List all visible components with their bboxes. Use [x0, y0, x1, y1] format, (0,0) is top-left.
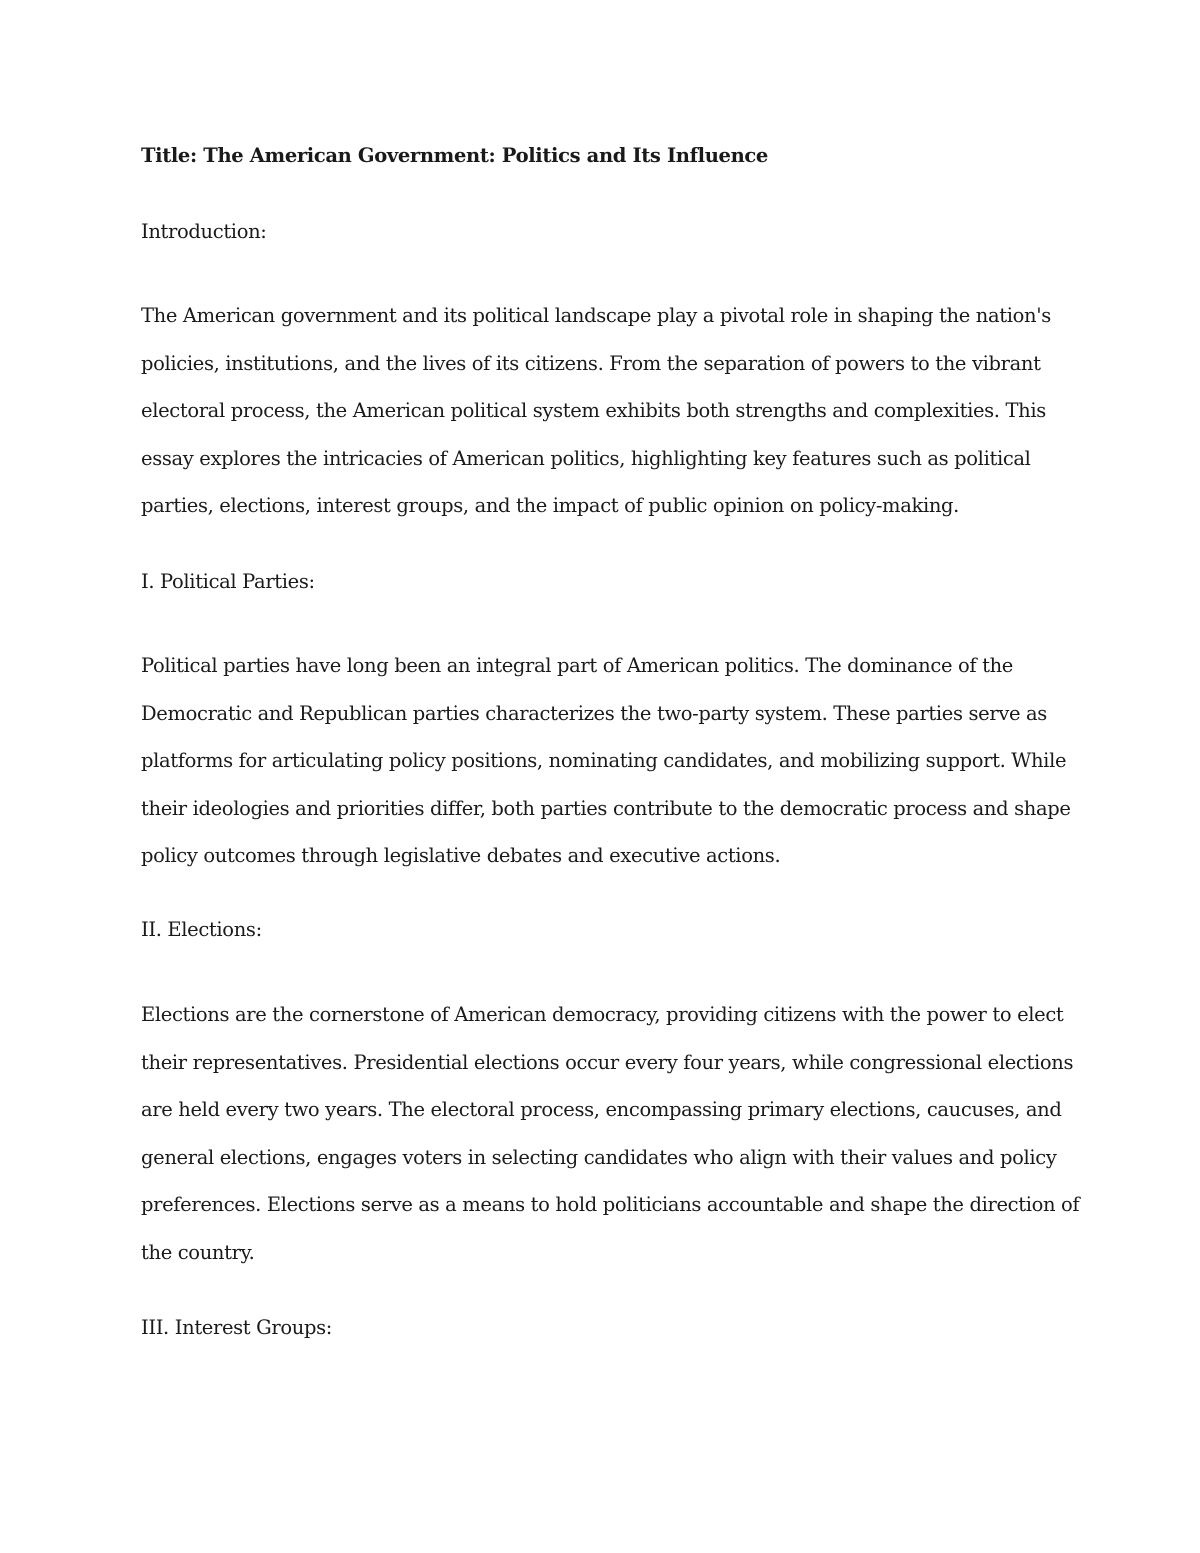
- section-body-elections: Elections are the cornerstone of American democracy, providing citizens with the power to elect their representatives. Presidential elections occur every four years, while congressional elections are held every two years. The electoral process, encompassing primary elections, caucuses, and general elections, engages voters in selecting candidates who align with their values and policy preferences. Elections serve as a means to hold politicians accountable and shape the direction of the country.: [141, 1003, 1080, 1264]
- section-heading-interest-groups: III. Interest Groups:: [141, 1316, 332, 1339]
- section-heading-elections: II. Elections:: [141, 918, 262, 941]
- section-heading-introduction: Introduction:: [141, 220, 267, 243]
- document-title: Title: The American Government: Politics and Its Influence: [141, 144, 768, 167]
- section-body-introduction: The American government and its political landscape play a pivotal role in shaping the nation's policies, institutions, and the lives of its citizens. From the separation of powers to the vibrant electoral process, the American political system exhibits both strengths and complexities. This essay explores the intricacies of American politics, highlighting key features such as political parties, elections, interest groups, and the impact of public opinion on policy-making.: [141, 304, 1051, 517]
- section-heading-political-parties: I. Political Parties:: [141, 570, 315, 593]
- section-body-political-parties: Political parties have long been an integral part of American politics. The dominance of the Democratic and Republican parties characterizes the two-party system. These parties serve as platforms for articulating policy positions, nominating candidates, and mobilizing support. While their ideologies and priorities differ, both parties contribute to the democratic process and shape policy outcomes through legislative debates and executive actions.: [141, 654, 1071, 867]
